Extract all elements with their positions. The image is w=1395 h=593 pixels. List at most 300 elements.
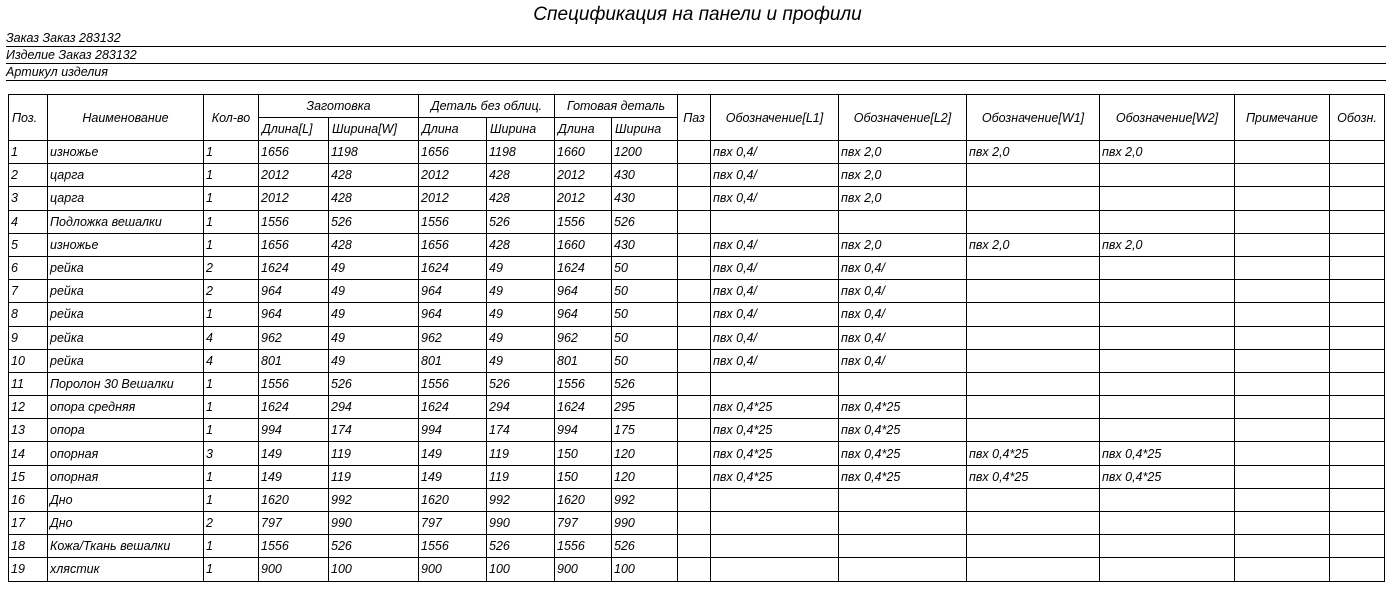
cell-note — [1235, 396, 1330, 419]
cell-code — [1330, 488, 1385, 511]
cell-detail-length: 1556 — [419, 535, 487, 558]
cell-paz — [678, 280, 711, 303]
cell-blank-length: 1556 — [259, 210, 329, 233]
cell-paz — [678, 512, 711, 535]
header-blank-width: Ширина[W] — [329, 118, 419, 141]
cell-detail-width: 428 — [487, 187, 555, 210]
cell-detail-length: 964 — [419, 303, 487, 326]
cell-blank-width: 1198 — [329, 141, 419, 164]
cell-w2: пвх 0,4*25 — [1100, 465, 1235, 488]
cell-qty: 1 — [204, 303, 259, 326]
cell-note — [1235, 558, 1330, 581]
cell-finished-width: 50 — [612, 280, 678, 303]
cell-l1 — [711, 372, 839, 395]
cell-detail-width: 174 — [487, 419, 555, 442]
cell-code — [1330, 141, 1385, 164]
cell-l1: пвх 0,4/ — [711, 326, 839, 349]
cell-detail-width: 428 — [487, 233, 555, 256]
cell-finished-width: 295 — [612, 396, 678, 419]
cell-blank-length: 1656 — [259, 233, 329, 256]
table-row — [9, 164, 1385, 187]
cell-l1: пвх 0,4/ — [711, 349, 839, 372]
cell-blank-length: 1624 — [259, 396, 329, 419]
cell-name: рейка — [48, 349, 204, 372]
cell-note — [1235, 372, 1330, 395]
cell-finished-width: 120 — [612, 442, 678, 465]
cell-qty: 1 — [204, 210, 259, 233]
cell-name: рейка — [48, 326, 204, 349]
cell-detail-length: 964 — [419, 280, 487, 303]
cell-detail-length: 2012 — [419, 187, 487, 210]
header-finished-width: Ширина — [612, 118, 678, 141]
cell-note — [1235, 303, 1330, 326]
cell-finished-length: 1620 — [555, 488, 612, 511]
cell-finished-length: 1556 — [555, 210, 612, 233]
table-row — [9, 558, 1385, 581]
cell-detail-width: 526 — [487, 372, 555, 395]
cell-name: изножье — [48, 141, 204, 164]
cell-qty: 1 — [204, 396, 259, 419]
cell-note — [1235, 141, 1330, 164]
cell-name: хлястик — [48, 558, 204, 581]
cell-finished-width: 526 — [612, 372, 678, 395]
cell-pos: 3 — [9, 187, 48, 210]
cell-finished-length: 150 — [555, 465, 612, 488]
cell-l2 — [839, 210, 967, 233]
cell-qty: 1 — [204, 558, 259, 581]
cell-pos: 15 — [9, 465, 48, 488]
header-detail-length: Длина — [419, 118, 487, 141]
cell-finished-length: 1624 — [555, 256, 612, 279]
cell-l2: пвх 0,4*25 — [839, 396, 967, 419]
cell-pos: 8 — [9, 303, 48, 326]
order-value: Заказ 283132 — [42, 31, 121, 45]
order-label: Заказ — [6, 31, 40, 45]
cell-finished-length: 1556 — [555, 372, 612, 395]
table-row — [9, 141, 1385, 164]
cell-w1 — [967, 187, 1100, 210]
cell-paz — [678, 303, 711, 326]
cell-blank-width: 119 — [329, 442, 419, 465]
cell-blank-length: 149 — [259, 465, 329, 488]
cell-blank-width: 49 — [329, 349, 419, 372]
cell-l1: пвх 0,4*25 — [711, 465, 839, 488]
cell-detail-width: 526 — [487, 535, 555, 558]
cell-pos: 6 — [9, 256, 48, 279]
cell-paz — [678, 141, 711, 164]
cell-code — [1330, 465, 1385, 488]
header-pos: Поз. — [9, 95, 48, 141]
cell-name: Кожа/Ткань вешалки — [48, 535, 204, 558]
table-row — [9, 442, 1385, 465]
cell-l2: пвх 2,0 — [839, 141, 967, 164]
cell-pos: 17 — [9, 512, 48, 535]
cell-detail-length: 801 — [419, 349, 487, 372]
cell-qty: 1 — [204, 535, 259, 558]
cell-code — [1330, 164, 1385, 187]
cell-finished-length: 1660 — [555, 233, 612, 256]
header-paz: Паз — [678, 95, 711, 141]
cell-code — [1330, 187, 1385, 210]
cell-w1: пвх 2,0 — [967, 141, 1100, 164]
cell-pos: 14 — [9, 442, 48, 465]
cell-qty: 4 — [204, 326, 259, 349]
cell-finished-width: 1200 — [612, 141, 678, 164]
cell-w1 — [967, 558, 1100, 581]
cell-note — [1235, 349, 1330, 372]
cell-w1 — [967, 396, 1100, 419]
cell-name: царга — [48, 164, 204, 187]
cell-w2 — [1100, 488, 1235, 511]
cell-finished-length: 962 — [555, 326, 612, 349]
cell-blank-width: 428 — [329, 164, 419, 187]
cell-code — [1330, 303, 1385, 326]
cell-w1 — [967, 210, 1100, 233]
cell-finished-length: 964 — [555, 303, 612, 326]
cell-detail-length: 994 — [419, 419, 487, 442]
cell-name: рейка — [48, 280, 204, 303]
cell-name: опора средняя — [48, 396, 204, 419]
cell-w2 — [1100, 535, 1235, 558]
cell-blank-length: 1620 — [259, 488, 329, 511]
cell-blank-width: 990 — [329, 512, 419, 535]
cell-paz — [678, 419, 711, 442]
cell-l2: пвх 0,4*25 — [839, 465, 967, 488]
cell-l1: пвх 0,4/ — [711, 233, 839, 256]
cell-w1 — [967, 372, 1100, 395]
cell-detail-width: 990 — [487, 512, 555, 535]
cell-w2 — [1100, 372, 1235, 395]
cell-w2: пвх 0,4*25 — [1100, 442, 1235, 465]
cell-blank-length: 801 — [259, 349, 329, 372]
cell-pos: 18 — [9, 535, 48, 558]
cell-blank-length: 1656 — [259, 141, 329, 164]
cell-detail-width: 100 — [487, 558, 555, 581]
cell-finished-length: 2012 — [555, 164, 612, 187]
cell-paz — [678, 488, 711, 511]
cell-blank-width: 526 — [329, 210, 419, 233]
cell-detail-width: 1198 — [487, 141, 555, 164]
cell-l2 — [839, 372, 967, 395]
cell-qty: 1 — [204, 419, 259, 442]
cell-name: Дно — [48, 512, 204, 535]
cell-l2: пвх 0,4/ — [839, 256, 967, 279]
cell-pos: 2 — [9, 164, 48, 187]
cell-w2 — [1100, 326, 1235, 349]
cell-l1 — [711, 210, 839, 233]
cell-finished-width: 526 — [612, 535, 678, 558]
cell-name: рейка — [48, 256, 204, 279]
cell-code — [1330, 233, 1385, 256]
cell-blank-length: 2012 — [259, 164, 329, 187]
cell-blank-length: 900 — [259, 558, 329, 581]
cell-name: Поролон 30 Вешалки — [48, 372, 204, 395]
article-line — [6, 65, 1386, 81]
cell-w2 — [1100, 187, 1235, 210]
cell-paz — [678, 442, 711, 465]
cell-pos: 5 — [9, 233, 48, 256]
cell-paz — [678, 465, 711, 488]
cell-blank-width: 428 — [329, 233, 419, 256]
cell-note — [1235, 280, 1330, 303]
cell-code — [1330, 558, 1385, 581]
cell-w2 — [1100, 512, 1235, 535]
cell-l2: пвх 0,4*25 — [839, 419, 967, 442]
cell-pos: 4 — [9, 210, 48, 233]
cell-l2: пвх 2,0 — [839, 233, 967, 256]
header-w2: Обозначение[W2] — [1100, 95, 1235, 141]
cell-note — [1235, 512, 1330, 535]
cell-w2 — [1100, 256, 1235, 279]
cell-finished-length: 1624 — [555, 396, 612, 419]
cell-l1 — [711, 535, 839, 558]
cell-qty: 1 — [204, 372, 259, 395]
cell-blank-width: 526 — [329, 535, 419, 558]
cell-l2: пвх 0,4/ — [839, 349, 967, 372]
cell-detail-length: 2012 — [419, 164, 487, 187]
cell-note — [1235, 256, 1330, 279]
cell-code — [1330, 442, 1385, 465]
cell-code — [1330, 419, 1385, 442]
cell-finished-width: 50 — [612, 256, 678, 279]
cell-detail-length: 1624 — [419, 256, 487, 279]
cell-w1: пвх 0,4*25 — [967, 465, 1100, 488]
cell-w2 — [1100, 396, 1235, 419]
cell-finished-width: 50 — [612, 303, 678, 326]
cell-pos: 12 — [9, 396, 48, 419]
cell-detail-length: 1656 — [419, 141, 487, 164]
cell-blank-length: 962 — [259, 326, 329, 349]
table-row — [9, 303, 1385, 326]
cell-blank-width: 49 — [329, 280, 419, 303]
cell-w1 — [967, 326, 1100, 349]
table-row — [9, 326, 1385, 349]
cell-finished-length: 1660 — [555, 141, 612, 164]
cell-l1: пвх 0,4/ — [711, 256, 839, 279]
cell-paz — [678, 558, 711, 581]
cell-finished-length: 2012 — [555, 187, 612, 210]
cell-code — [1330, 396, 1385, 419]
cell-blank-width: 100 — [329, 558, 419, 581]
cell-blank-length: 1556 — [259, 372, 329, 395]
table-row — [9, 372, 1385, 395]
cell-qty: 1 — [204, 488, 259, 511]
cell-l1: пвх 0,4/ — [711, 164, 839, 187]
cell-l1 — [711, 558, 839, 581]
cell-w2 — [1100, 558, 1235, 581]
cell-code — [1330, 326, 1385, 349]
cell-finished-width: 526 — [612, 210, 678, 233]
product-line — [6, 48, 1386, 64]
cell-blank-width: 992 — [329, 488, 419, 511]
cell-note — [1235, 164, 1330, 187]
cell-detail-length: 1556 — [419, 372, 487, 395]
cell-w2: пвх 2,0 — [1100, 141, 1235, 164]
header-name: Наименование — [48, 95, 204, 141]
cell-w2 — [1100, 303, 1235, 326]
cell-l1: пвх 0,4/ — [711, 141, 839, 164]
cell-code — [1330, 349, 1385, 372]
cell-l1: пвх 0,4/ — [711, 187, 839, 210]
cell-paz — [678, 256, 711, 279]
cell-paz — [678, 372, 711, 395]
header-blank-length: Длина[L] — [259, 118, 329, 141]
cell-qty: 2 — [204, 256, 259, 279]
cell-l1: пвх 0,4/ — [711, 303, 839, 326]
cell-w1 — [967, 164, 1100, 187]
cell-blank-length: 964 — [259, 280, 329, 303]
cell-finished-width: 990 — [612, 512, 678, 535]
cell-note — [1235, 535, 1330, 558]
cell-name: царга — [48, 187, 204, 210]
header-qty: Кол-во — [204, 95, 259, 141]
header-l1: Обозначение[L1] — [711, 95, 839, 141]
cell-w1: пвх 0,4*25 — [967, 442, 1100, 465]
cell-finished-width: 100 — [612, 558, 678, 581]
cell-blank-length: 149 — [259, 442, 329, 465]
cell-blank-width: 526 — [329, 372, 419, 395]
cell-qty: 4 — [204, 349, 259, 372]
cell-note — [1235, 187, 1330, 210]
cell-finished-length: 964 — [555, 280, 612, 303]
cell-qty: 2 — [204, 280, 259, 303]
cell-blank-width: 49 — [329, 256, 419, 279]
cell-w1 — [967, 488, 1100, 511]
cell-finished-length: 797 — [555, 512, 612, 535]
cell-w2: пвх 2,0 — [1100, 233, 1235, 256]
cell-paz — [678, 164, 711, 187]
cell-name: Подложка вешалки — [48, 210, 204, 233]
cell-l2 — [839, 558, 967, 581]
table-row — [9, 419, 1385, 442]
cell-finished-width: 175 — [612, 419, 678, 442]
cell-detail-width: 49 — [487, 280, 555, 303]
header-detail-width: Ширина — [487, 118, 555, 141]
cell-finished-length: 900 — [555, 558, 612, 581]
cell-pos: 1 — [9, 141, 48, 164]
cell-name: опорная — [48, 442, 204, 465]
table-row — [9, 535, 1385, 558]
cell-w2 — [1100, 210, 1235, 233]
cell-w2 — [1100, 164, 1235, 187]
cell-l2: пвх 2,0 — [839, 187, 967, 210]
cell-l2: пвх 0,4*25 — [839, 442, 967, 465]
cell-detail-width: 119 — [487, 442, 555, 465]
cell-w2 — [1100, 349, 1235, 372]
cell-finished-width: 50 — [612, 326, 678, 349]
cell-w2 — [1100, 280, 1235, 303]
cell-name: изножье — [48, 233, 204, 256]
cell-name: рейка — [48, 303, 204, 326]
table-row — [9, 280, 1385, 303]
cell-detail-length: 900 — [419, 558, 487, 581]
page-title: Спецификация на панели и профили — [533, 4, 862, 25]
cell-paz — [678, 187, 711, 210]
cell-blank-width: 294 — [329, 396, 419, 419]
cell-detail-width: 294 — [487, 396, 555, 419]
cell-qty: 1 — [204, 465, 259, 488]
cell-detail-length: 1556 — [419, 210, 487, 233]
cell-detail-length: 962 — [419, 326, 487, 349]
cell-pos: 19 — [9, 558, 48, 581]
cell-detail-length: 149 — [419, 442, 487, 465]
cell-pos: 10 — [9, 349, 48, 372]
cell-paz — [678, 535, 711, 558]
cell-detail-length: 1620 — [419, 488, 487, 511]
header-detail-group: Деталь без облиц. — [419, 95, 555, 118]
table-row — [9, 465, 1385, 488]
table-row — [9, 349, 1385, 372]
cell-detail-width: 49 — [487, 256, 555, 279]
cell-finished-length: 150 — [555, 442, 612, 465]
cell-qty: 1 — [204, 164, 259, 187]
cell-detail-length: 1656 — [419, 233, 487, 256]
cell-note — [1235, 488, 1330, 511]
cell-pos: 9 — [9, 326, 48, 349]
header-w1: Обозначение[W1] — [967, 95, 1100, 141]
cell-pos: 16 — [9, 488, 48, 511]
cell-l2 — [839, 535, 967, 558]
cell-note — [1235, 210, 1330, 233]
cell-blank-width: 119 — [329, 465, 419, 488]
cell-l1 — [711, 488, 839, 511]
cell-w1 — [967, 256, 1100, 279]
cell-finished-width: 430 — [612, 164, 678, 187]
cell-blank-length: 797 — [259, 512, 329, 535]
cell-blank-width: 49 — [329, 303, 419, 326]
cell-l1: пвх 0,4/ — [711, 280, 839, 303]
cell-detail-width: 49 — [487, 303, 555, 326]
cell-finished-width: 120 — [612, 465, 678, 488]
cell-w1 — [967, 419, 1100, 442]
cell-w2 — [1100, 419, 1235, 442]
header-blank-group: Заготовка — [259, 95, 419, 118]
cell-code — [1330, 372, 1385, 395]
cell-detail-width: 428 — [487, 164, 555, 187]
cell-name: опорная — [48, 465, 204, 488]
header-l2: Обозначение[L2] — [839, 95, 967, 141]
cell-w1 — [967, 535, 1100, 558]
cell-l2 — [839, 488, 967, 511]
cell-code — [1330, 280, 1385, 303]
cell-w1 — [967, 303, 1100, 326]
header-finished-length: Длина — [555, 118, 612, 141]
cell-blank-width: 428 — [329, 187, 419, 210]
cell-code — [1330, 535, 1385, 558]
cell-note — [1235, 465, 1330, 488]
table-row — [9, 396, 1385, 419]
cell-l2 — [839, 512, 967, 535]
cell-code — [1330, 512, 1385, 535]
cell-blank-width: 49 — [329, 326, 419, 349]
cell-finished-width: 430 — [612, 187, 678, 210]
cell-detail-width: 526 — [487, 210, 555, 233]
cell-code — [1330, 210, 1385, 233]
cell-note — [1235, 419, 1330, 442]
cell-qty: 1 — [204, 233, 259, 256]
table-row — [9, 187, 1385, 210]
cell-pos: 7 — [9, 280, 48, 303]
cell-qty: 1 — [204, 141, 259, 164]
cell-finished-length: 1556 — [555, 535, 612, 558]
cell-finished-width: 992 — [612, 488, 678, 511]
cell-paz — [678, 396, 711, 419]
cell-blank-length: 1556 — [259, 535, 329, 558]
order-line — [6, 31, 1386, 47]
cell-qty: 3 — [204, 442, 259, 465]
cell-l1: пвх 0,4*25 — [711, 419, 839, 442]
cell-blank-width: 174 — [329, 419, 419, 442]
